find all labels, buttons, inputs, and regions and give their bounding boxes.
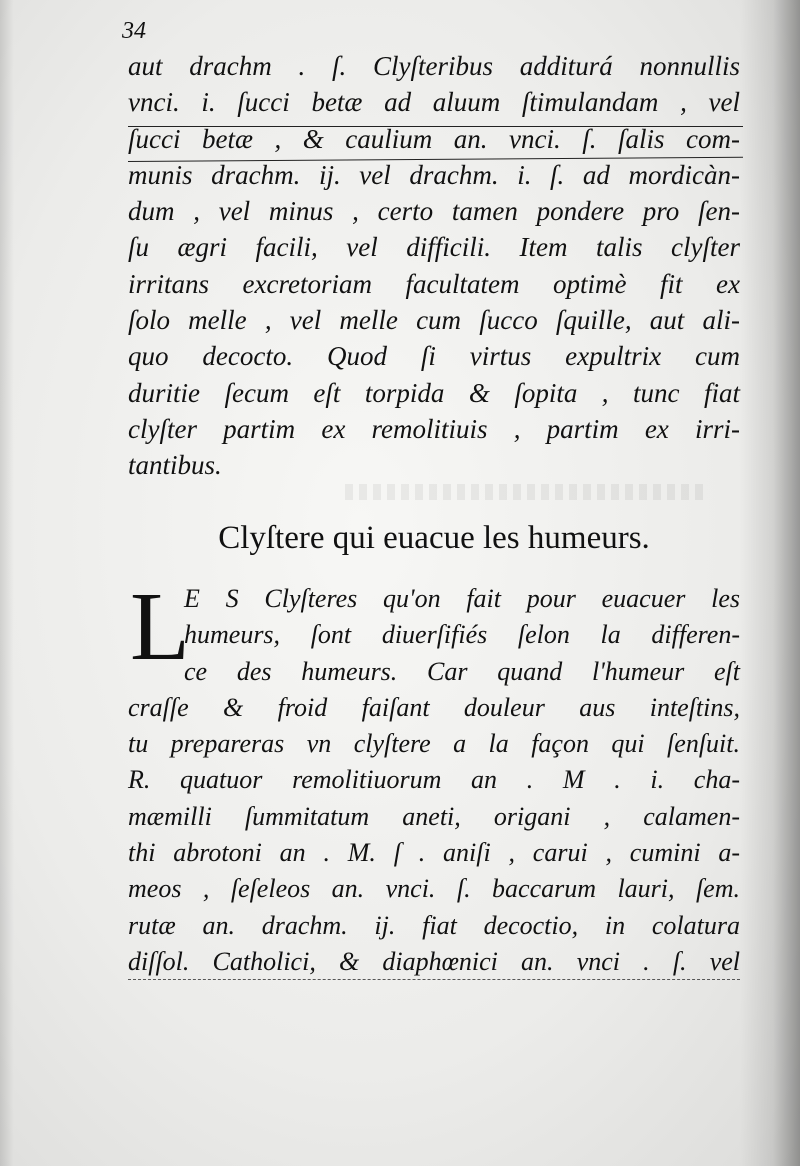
text-line: mæmilli ſummitatum aneti, origani , calamen-	[128, 801, 740, 831]
text-line: R. quatuor remolitiuorum an . M . i. cha-	[128, 765, 740, 795]
bleed-through-text	[345, 484, 705, 500]
handwritten-underline	[128, 126, 743, 127]
text-line: munis drachm. ij. vel drachm. i. ſ. ad mordicàn-	[128, 159, 740, 190]
text-line: E S Clyſteres qu'on fait pour euacuer les	[184, 584, 740, 613]
bottom-dashed-rule	[128, 979, 740, 980]
text-line: ſucci betæ , & caulium an. vnci. ſ. ſalis com-	[128, 123, 740, 154]
text-line: dum , vel minus , certo tamen pondere pro ſen-	[128, 196, 740, 227]
text-line: clyſter partim ex remolitiuis , partim ex irri-	[128, 413, 740, 444]
drop-cap: L	[130, 573, 190, 681]
text-line: thi abrotoni an . M. ſ . aniſi , carui , cumini a-	[128, 838, 740, 868]
text-line: duritie ſecum eſt torpida & ſopita , tunc fiat	[128, 377, 740, 408]
text-line: rutæ an. drachm. ij. fiat decoctio, in colatura	[128, 910, 740, 940]
text-line: irritans excretoriam facultatem optimè fit ex	[128, 268, 740, 299]
text-line: aut drachm . ſ. Clyſteribus additurá nonnullis	[128, 51, 740, 81]
text-line: tantibus.	[128, 450, 222, 481]
page-gutter-shadow	[740, 0, 800, 1166]
text-line: tu prepareras vn clyſtere a la façon qui ſenſuit.	[128, 729, 740, 759]
text-line: ſu ægri facili, vel difficili. Item talis clyſter	[128, 232, 740, 263]
text-line: ſolo melle , vel melle cum ſucco ſquille, aut ali-	[128, 305, 740, 336]
text-line: craſſe & froid faiſant douleur aus inteſtins,	[128, 692, 740, 722]
text-line: diſſol. Catholici, & diaphœnici an. vnci . ſ. vel	[128, 946, 740, 976]
page-number: 34	[122, 18, 146, 44]
text-line: ce des humeurs. Car quand l'humeur eſt	[184, 656, 740, 686]
section-heading: Clyſtere qui euacue les humeurs.	[218, 520, 650, 556]
text-line: vnci. i. ſucci betæ ad aluum ſtimulandam , vel	[128, 87, 740, 118]
french-paragraph	[128, 573, 740, 979]
text-line: humeurs, ſont diuerſifiés ſelon la differen-	[184, 620, 740, 650]
page-left-edge-shadow	[0, 0, 14, 1166]
text-line: meos , ſeſeleos an. vnci. ſ. baccarum lauri, ſem.	[128, 874, 740, 904]
latin-paragraph	[128, 48, 740, 484]
text-line: quo decocto. Quod ſi virtus expultrix cum	[128, 341, 740, 372]
